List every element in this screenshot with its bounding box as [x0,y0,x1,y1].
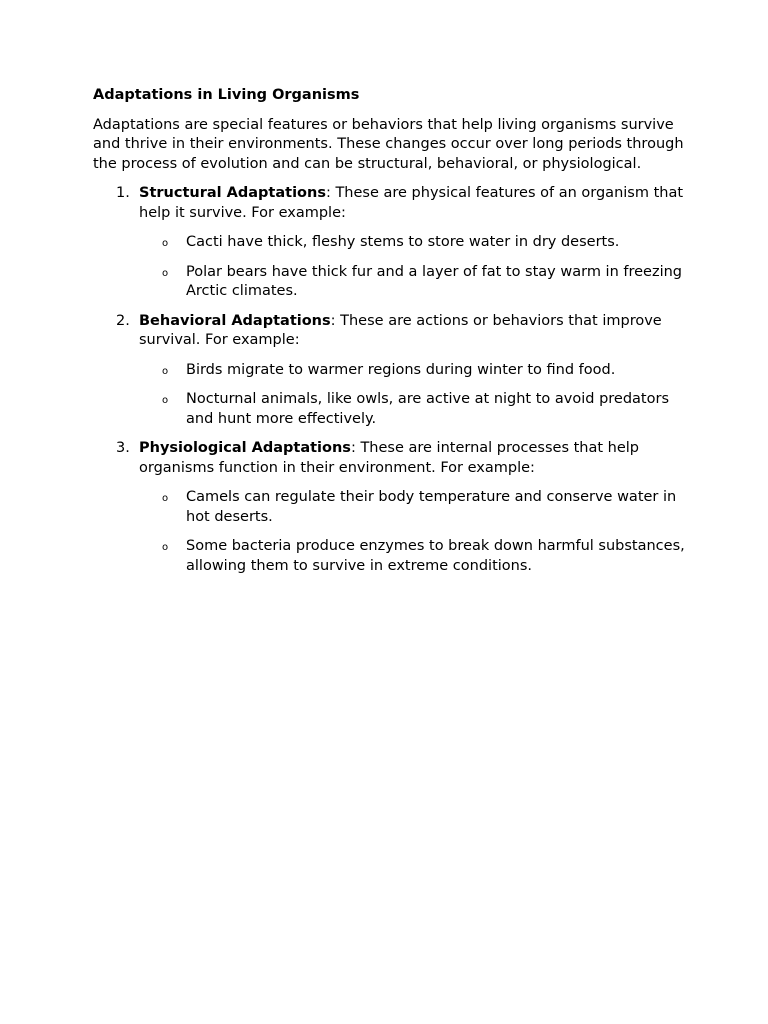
section-term: Behavioral Adaptations [139,312,331,329]
adaptation-list [93,184,693,576]
example-text: Polar bears have thick fur and a layer of fat to stay warm in freezing Arctic climates. [186,263,683,299]
list-item [139,263,693,302]
example-text: Some bacteria produce enzymes to break down harmful substances, allowing them to survive in extreme conditions. [186,538,685,574]
list-item [139,537,693,576]
list-item [139,233,693,253]
circle-bullet-icon: o [162,493,169,504]
example-list [139,361,693,430]
circle-bullet-icon: o [162,395,169,406]
example-text: Birds migrate to warmer regions during winter to find food. [186,361,616,378]
section-description: : These are physical features of an organism that help it survive. For example: [139,185,684,221]
circle-bullet-icon: o [162,542,169,553]
section-physiological [93,439,693,576]
section-heading [139,312,693,351]
section-term: Structural Adaptations [139,185,326,201]
example-text: Camels can regulate their body temperature and conserve water in hot deserts. [186,489,677,525]
section-heading [139,184,693,223]
document-page [93,86,693,586]
page-title: Adaptations in Living Organisms [93,87,360,103]
section-structural [93,184,693,302]
intro-paragraph: Adaptations are special features or behaviors that help living organisms survive and thrive in their environments. These changes occur over long periods through the process of evolution and can be structural, behavioral, or physiological. [93,116,684,172]
section-behavioral [93,312,693,430]
section-term: Physiological Adaptations [139,440,351,456]
section-number: 1. [116,185,130,201]
circle-bullet-icon: o [162,267,169,279]
section-number: 3. [116,440,130,456]
section-description: : These are internal processes that help organisms function in their environment. For example: [139,440,640,476]
list-item [139,390,693,429]
section-heading [139,439,693,478]
section-description: : These are actions or behaviors that improve survival. For example: [139,312,662,348]
example-list [139,233,693,302]
circle-bullet-icon: o [162,238,169,249]
circle-bullet-icon: o [162,365,169,377]
list-item [139,488,693,527]
example-text: Cacti have thick, fleshy stems to store water in dry deserts. [186,234,620,250]
list-item [139,361,693,381]
example-text: Nocturnal animals, like owls, are active at night to avoid predators and hunt more effectively. [186,391,670,427]
example-list [139,488,693,576]
section-number: 2. [116,312,130,329]
